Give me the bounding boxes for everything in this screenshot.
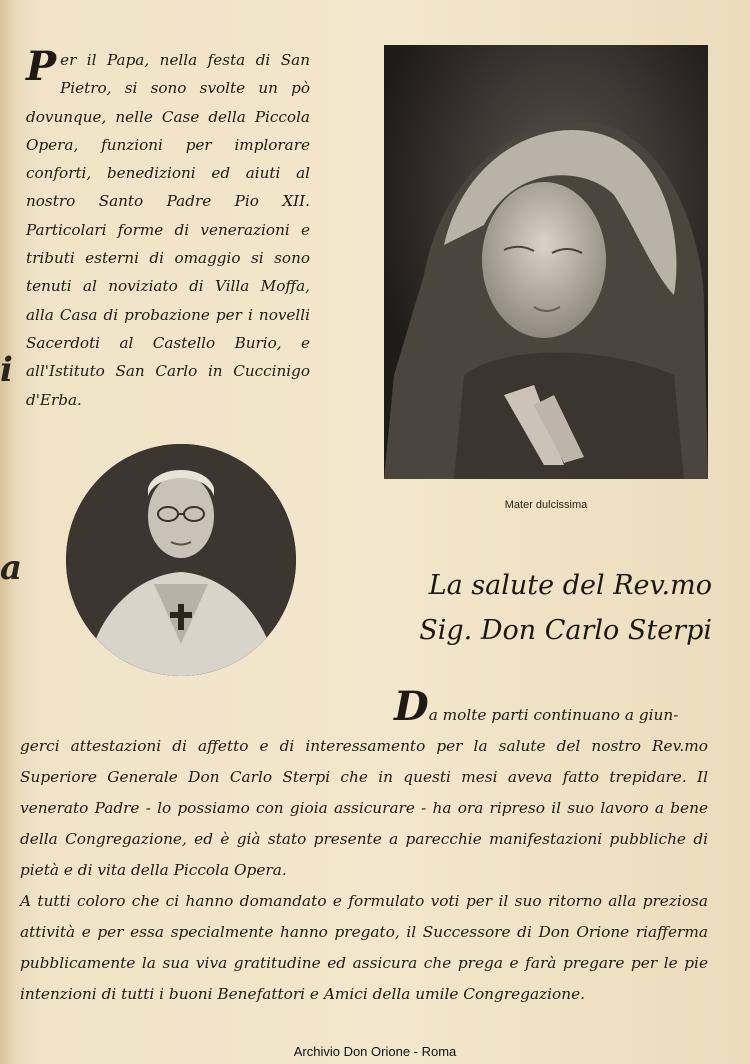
intro-text: er il Papa, nella festa di San Pietro, si sono svolte un pò dovunque, nelle Case della Piccola Opera, funzioni per implorare conforti, benedizioni ed aiuti al nostro Santo Padre Pio XII. Particolari forme di venerazioni e tributi esterni di omaggio si sono tenuti al noviziato di Villa Moffa, alla Casa di probazione per i novelli Sacerdoti al Castello Burio, e all'Istituto San Carlo in Cuccinigo d'Erba. [26,51,310,409]
intro-dropcap: P [26,43,57,90]
article-body [20,683,708,1010]
intro-paragraph [26,43,310,414]
binding-letter-fragment: i [0,350,13,390]
article-paragraph-1: gerci attestazioni di affetto e di interessamento per la salute del nostro Rev.mo Superiore Generale Don Carlo Sterpi che in questi mesi aveva fatto trepidare. Il venerato Padre - lo possiamo con gioia assicurare - ha ora ripreso il suo lavoro a bene della Congregazione, ed è già stato presente a parecchie manifestazioni pubbliche di pietà e di vita della Piccola Opera. [20,737,708,879]
archive-footer: Archivio Don Orione - Roma [293,1044,457,1059]
page-binding-edge [0,0,16,1064]
madonna-photo [384,45,708,479]
article-title-line-1: La salute del Rev.mo [428,570,712,601]
madonna-illustration [384,45,708,479]
pope-portrait-illustration [66,444,296,676]
article-first-line-text: a molte parti continuano a giun- [428,706,679,724]
article-first-line [20,683,708,731]
article-title [390,563,712,653]
binding-letter-fragment: a [0,548,23,588]
pope-portrait-photo [66,444,296,676]
article-title-line-2: Sig. Don Carlo Sterpi [419,615,712,646]
article-paragraph-2: A tutti coloro che ci hanno domandato e formulato voti per il suo ritorno alla preziosa attività e per essa specialmente hanno pregato, il Successore di Don Orione riafferma pubblicamente la sua viva gratitudine ed assicura che prega e farà pregare per le pie intenzioni di tutti i buoni Benefattori e Amici della umile Congregazione. [20,892,708,1003]
article-dropcap: D [394,683,429,730]
madonna-caption: Mater dulcissima [504,499,588,511]
